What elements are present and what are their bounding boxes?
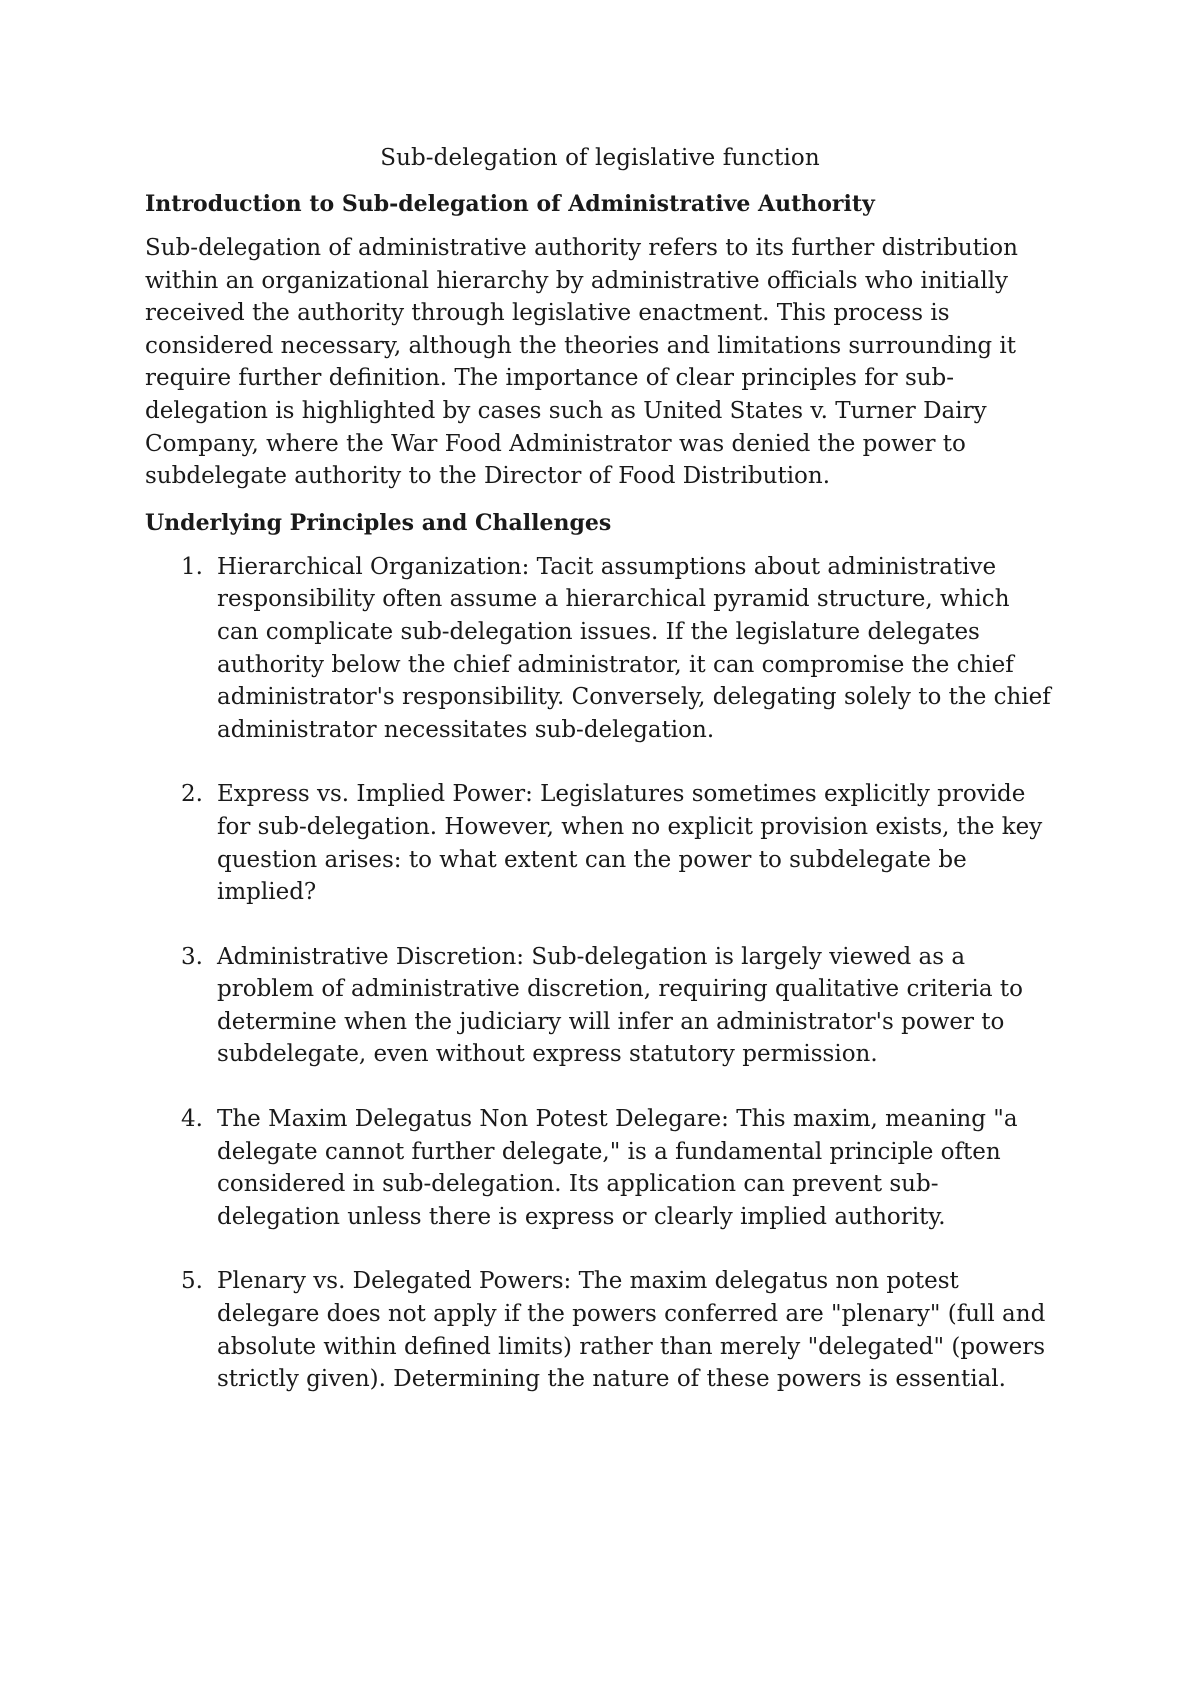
section-heading-principles: Underlying Principles and Challenges <box>145 509 612 536</box>
document-title: Sub-delegation of legislative function <box>380 145 820 171</box>
list-item-number: 5. <box>181 1268 203 1295</box>
principles-list <box>145 551 1055 1396</box>
section-heading-introduction: Introduction to Sub-delegation of Administrative Authority <box>145 191 875 217</box>
list-item-number: 1. <box>181 553 203 580</box>
list-item-text: Administrative Discretion: Sub-delegation is largely viewed as a problem of administrative discretion, requiring qualitative criteria to determine when the judiciary will infer an administrator's power to subdelegate, even without express statutory permission. <box>217 943 1024 1068</box>
introduction-paragraph: Sub-delegation of administrative authority refers to its further distribution within an organizational hierarchy by administrative officials who initially received the authority through legislative enactment. This process is considered necessary, although the theories and limitations surrounding it require further definition. The importance of clear principles for sub-delegation is highlighted by cases such as United States v. Turner Dairy Company, where the War Food Administrator was denied the power to subdelegate authority to the Director of Food Distribution. <box>145 235 1018 490</box>
list-item <box>145 1103 1055 1233</box>
document-body <box>145 142 1055 1428</box>
list-item-number: 4. <box>181 1106 203 1133</box>
list-item <box>145 778 1055 908</box>
list-item-number: 3. <box>181 943 203 970</box>
list-item-text: Hierarchical Organization: Tacit assumptions about administrative responsibility often assume a hierarchical pyramid structure, which can complicate sub-delegation issues. If the legislature delegates authority below the chief administrator, it can compromise the chief administrator's responsibility. Conversely, delegating solely to the chief administrator necessitates sub-delegation. <box>217 553 1051 743</box>
list-item-number: 2. <box>181 781 203 808</box>
list-item-text: The Maxim Delegatus Non Potest Delegare: This maxim, meaning "a delegate cannot further delegate," is a fundamental principle often considered in sub-delegation. Its application can prevent sub-delegation unless there is express or clearly implied authority. <box>217 1106 1018 1230</box>
list-item <box>145 941 1055 1071</box>
list-item-text: Express vs. Implied Power: Legislatures sometimes explicitly provide for sub-delegation. However, when no explicit provision exists, the key question arises: to what extent can the power to subdelegate be implied? <box>217 781 1043 906</box>
list-item <box>145 1265 1055 1395</box>
list-item-text: Plenary vs. Delegated Powers: The maxim delegatus non potest delegare does not apply if the powers conferred are "plenary" (full and absolute within defined limits) rather than merely "delegated" (powers strictly given). Determining the nature of these powers is essential. <box>217 1268 1046 1393</box>
list-item <box>145 551 1055 747</box>
